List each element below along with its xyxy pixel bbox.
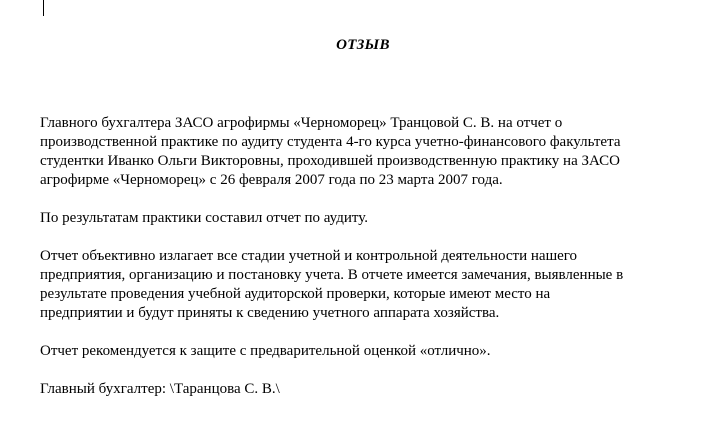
paragraph-line: Отчет рекомендуется к защите с предварительной оценкой «отлично». — [40, 343, 491, 359]
text-cursor — [43, 0, 44, 16]
paragraph-line: студентки Иванко Ольги Викторовны, проходившей производственную практику на ЗАСО — [40, 153, 620, 169]
paragraph-intro — [40, 114, 700, 190]
document-body — [40, 114, 700, 418]
paragraph-line: Главного бухгалтера ЗАСО агрофирмы «Черноморец» Транцовой С. В. на отчет о — [40, 115, 563, 131]
paragraph-line: предприятии и будут приняты к сведению учетного аппарата хозяйства. — [40, 305, 500, 321]
paragraph-recommendation — [40, 342, 700, 361]
paragraph-line: результате проведения учебной аудиторской проверки, которые имеют место на — [40, 286, 551, 302]
paragraph-results — [40, 209, 700, 228]
paragraph-line: По результатам практики составил отчет по аудиту. — [40, 210, 368, 226]
paragraph-line: агрофирме «Черноморец» с 26 февраля 2007 года по 23 марта 2007 года. — [40, 172, 503, 188]
document-title: ОТЗЫВ — [336, 37, 390, 53]
signature-line — [40, 380, 700, 399]
paragraph-line: предприятия, организацию и постановку учета. В отчете имеется замечания, выявленные в — [40, 267, 624, 283]
paragraph-line: Отчет объективно излагает все стадии учетной и контрольной деятельности нашего — [40, 248, 578, 264]
paragraph-line: производственной практике по аудиту студента 4-го курса учетно-финансового факультета — [40, 134, 621, 150]
paragraph-assessment — [40, 247, 700, 323]
paragraph-line: Главный бухгалтер: \Таранцова С. В.\ — [40, 381, 280, 397]
